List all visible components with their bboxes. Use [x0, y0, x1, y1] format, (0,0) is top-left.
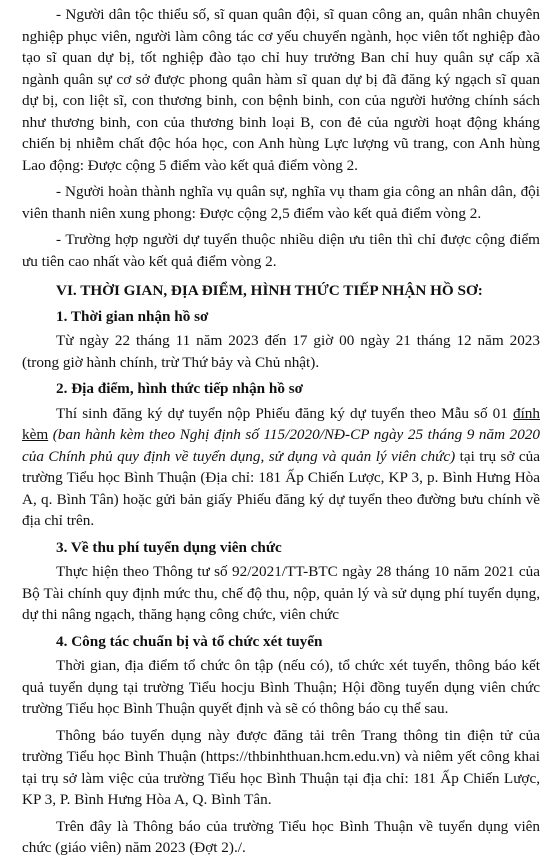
decree-reference: (ban hành kèm theo Nghị định số 115/2020/NĐ-CP ngày 25 tháng 9 năm 2020 của Chính phủ quy định về tuyển dụng, sử dụng và quản lý viên chức): [22, 426, 540, 465]
section-4-heading: 4. Công tác chuẩn bị và tổ chức xét tuyển: [56, 632, 323, 650]
publication-notice: Thông báo tuyển dụng này được đăng tải trên Trang thông tin điện tử của trường Tiểu học Bình Thuận (https://thbinhthuan.hcm.edu.vn) và niêm yết công khai tại trụ sở làm việc của trường Tiểu học Bình Thuận tại địa chỉ: 181 Ấp Chiến Lược, KP 3, P. Bình Hưng Hòa A, Q. Bình Tân.: [22, 726, 540, 808]
priority-paragraph-1: - Người dân tộc thiểu số, sĩ quan quân đội, sĩ quan công an, quân nhân chuyên nghiệp phục viên, người làm công tác cơ yếu chuyển ngành, học viên tốt nghiệp đào tạo sĩ quan dự bị, tốt nghiệp đào tạo chỉ huy trưởng Ban chỉ huy quân sự cấp xã ngành quân sự cơ sở được phong quân hàm sĩ quan dự bị đã đăng ký ngạch sĩ quan dự bị, con liệt sĩ, con thương binh, con bệnh binh, con của người hưởng chính sách như thương binh, con của thương binh loại B, con đẻ của người hoạt động kháng chiến bị nhiễm chất độc hóa học, con Anh hùng Lực lượng vũ trang, con Anh hùng Lao động: Được cộng 5 điểm vào kết quả điểm vòng 2.: [22, 6, 540, 174]
priority-paragraph-3: - Trường hợp người dự tuyển thuộc nhiều diện ưu tiên thì chỉ được cộng điểm ưu tiên cao nhất vào kết quả điểm vòng 2.: [22, 231, 540, 270]
section-1-body: Từ ngày 22 tháng 11 năm 2023 đến 17 giờ 00 ngày 21 tháng 12 năm 2023 (trong giờ hành chính, trừ Thứ bảy và Chủ nhật).: [22, 332, 540, 371]
section-2-body-start: Thí sinh đăng ký dự tuyển nộp Phiếu đăng ký dự tuyển theo Mẫu số 01: [56, 404, 513, 422]
section-2-body: [22, 403, 540, 532]
section-vi-heading: VI. THỜI GIAN, ĐỊA ĐIỂM, HÌNH THỨC TIẾP NHẬN HỒ SƠ:: [56, 282, 483, 299]
attachment-link-text: đính kèm: [22, 404, 540, 443]
section-2-heading: 2. Địa điểm, hình thức tiếp nhận hồ sơ: [56, 380, 304, 397]
section-2-body-end: tại trụ sở của trường Tiểu học Bình Thuận (Địa chỉ: 181 Ấp Chiến Lược, KP 3, p. Bình Hưng Hòa A, q. Bình Tân) hoặc gửi bản giấy Phiếu đăng ký dự tuyển theo đường bưu chính về địa chỉ trên.: [22, 447, 540, 529]
section-3-body: Thực hiện theo Thông tư số 92/2021/TT-BTC ngày 28 tháng 10 năm 2021 của Bộ Tài chính quy định mức thu, chế độ thu, nộp, quản lý và sử dụng phí tuyển dụng, dự thi nâng ngạch, thăng hạng công chức, viên chức: [22, 563, 540, 623]
section-4-body: Thời gian, địa điểm tổ chức ôn tập (nếu có), tổ chức xét tuyển, thông báo kết quả tuyển dụng tại trường Tiểu hocju Bình Thuận; Hội đồng tuyển dụng viên chức trường Tiểu học Bình Thuận quyết định và sẽ có thông báo cụ thể sau.: [22, 657, 540, 717]
priority-paragraph-2: - Người hoàn thành nghĩa vụ quân sự, nghĩa vụ tham gia công an nhân dân, đội viên thanh niên xung phong: Được cộng 2,5 điểm vào kết quả điểm vòng 2.: [22, 183, 540, 222]
section-1-heading: 1. Thời gian nhận hồ sơ: [56, 307, 209, 325]
section-3-heading: 3. Về thu phí tuyển dụng viên chức: [56, 538, 282, 556]
closing-paragraph: Trên đây là Thông báo của trường Tiểu học Bình Thuận về tuyển dụng viên chức (giáo viên) năm 2023 (Đợt 2)./.: [22, 817, 540, 856]
